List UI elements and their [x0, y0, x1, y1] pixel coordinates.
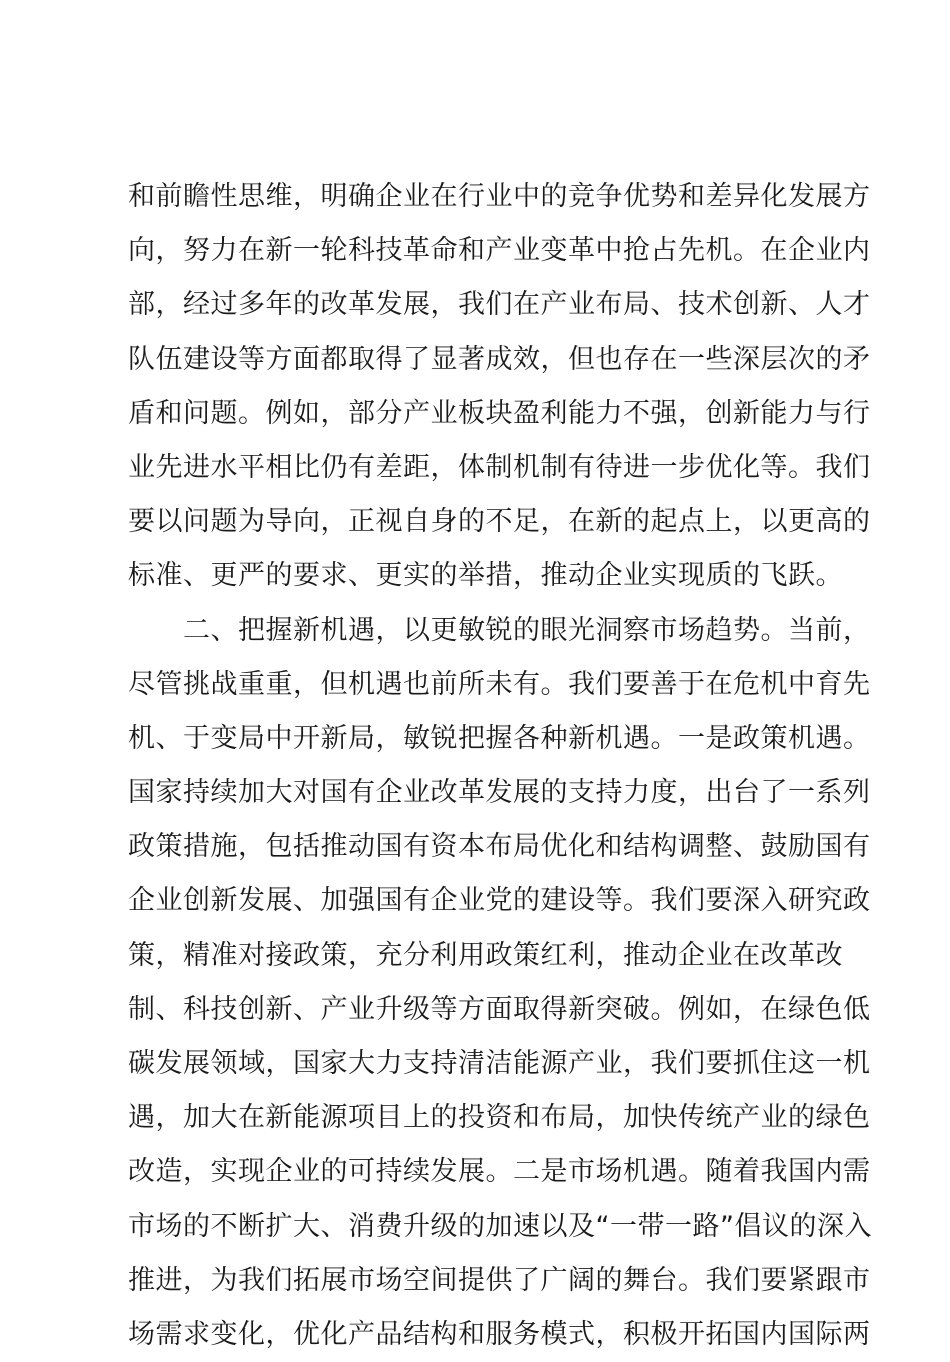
- text-line: 队伍建设等方面都取得了显著成效，但也存在一些深层次的矛: [128, 343, 871, 375]
- section-heading-line: 二、把握新机遇，以更敏锐的眼光洞察市场趋势。当前，: [128, 614, 871, 646]
- text-line: 场需求变化，优化产品结构和服务模式，积极开拓国内国际两: [128, 1318, 871, 1350]
- text-line: 机、于变局中开新局，敏锐把握各种新机遇。一是政策机遇。: [128, 722, 871, 754]
- text-line: 策，精准对接政策，充分利用政策红利，推动企业在改革改: [128, 939, 843, 971]
- text-line: 部，经过多年的改革发展，我们在产业布局、技术创新、人才: [128, 289, 871, 321]
- text-line: 国家持续加大对国有企业改革发展的支持力度，出台了一系列: [128, 777, 871, 809]
- text-line: 盾和问题。例如，部分产业板块盈利能力不强，创新能力与行: [128, 397, 871, 429]
- text-line: 标准、更严的要求、更实的举措，推动企业实现质的飞跃。: [128, 560, 843, 592]
- text-line: 市场的不断扩大、消费升级的加速以及“一带一路”倡议的深入: [128, 1210, 872, 1242]
- text-line: 和前瞻性思维，明确企业在行业中的竞争优势和差异化发展方: [128, 181, 871, 212]
- text-line: 企业创新发展、加强国有企业党的建设等。我们要深入研究政: [128, 885, 871, 917]
- text-line: 政策措施，包括推动国有资本布局优化和结构调整、鼓励国有: [128, 831, 871, 863]
- text-line: 尽管挑战重重，但机遇也前所未有。我们要善于在危机中育先: [128, 668, 871, 700]
- text-line: 向，努力在新一轮科技革命和产业变革中抢占先机。在企业内: [128, 235, 871, 267]
- text-line: 推进，为我们拓展市场空间提供了广阔的舞台。我们要紧跟市: [128, 1264, 871, 1296]
- text-line: 遇，加大在新能源项目上的投资和布局，加快传统产业的绿色: [128, 1102, 871, 1134]
- text-line: 业先进水平相比仍有差距，体制机制有待进一步优化等。我们: [128, 451, 871, 483]
- text-line: 碳发展领域，国家大力支持清洁能源产业，我们要抓住这一机: [128, 1048, 871, 1079]
- text-line: 制、科技创新、产业升级等方面取得新突破。例如，在绿色低: [128, 993, 871, 1025]
- body-text: [128, 170, 872, 1362]
- text-line: 要以问题为导向，正视自身的不足，在新的起点上，以更高的: [128, 506, 871, 538]
- text-line: 改造，实现企业的可持续发展。二是市场机遇。随着我国内需: [128, 1156, 871, 1188]
